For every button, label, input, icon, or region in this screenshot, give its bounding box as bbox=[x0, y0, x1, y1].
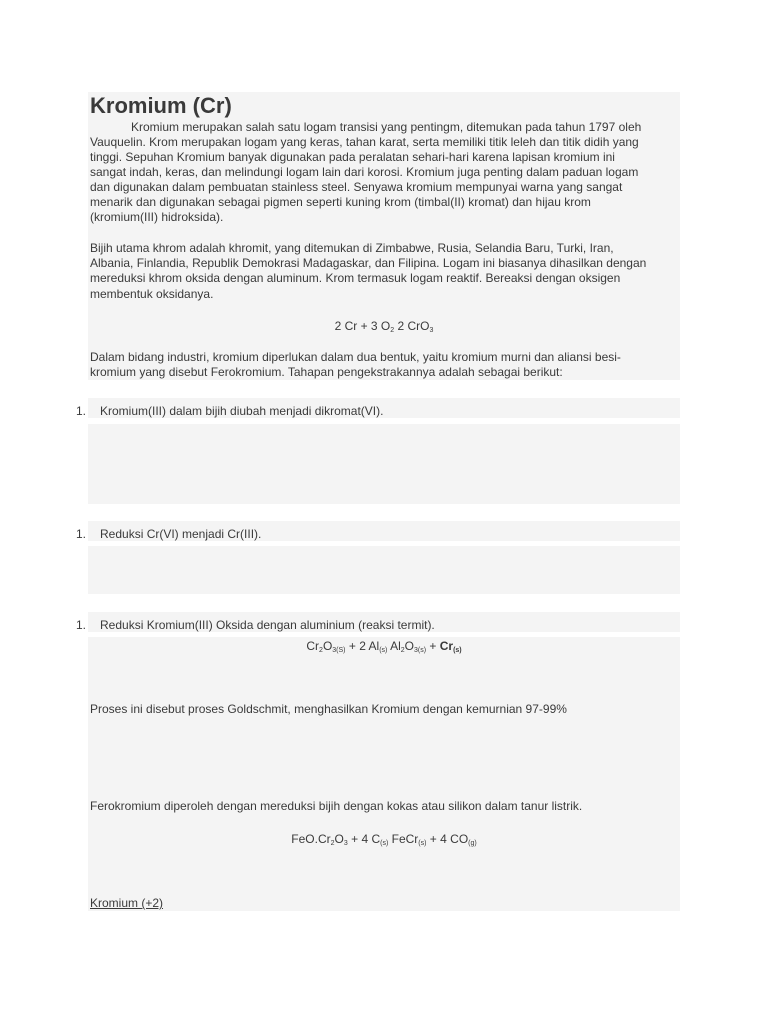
intro-line: sangat indah, keras, dan melindungi logam lain dari korosi. Kromium juga penting dalam paduan logam bbox=[90, 165, 639, 179]
ore-line: mereduksi khrom oksida dengan aluminum. Krom termasuk logam reaktif. Bereaksi dengan oksigen bbox=[90, 271, 621, 285]
intro-line: Kromium merupakan salah satu logam transisi yang pentingm, ditemukan pada tahun 1797 oleh bbox=[131, 120, 642, 134]
intro-line: Vauquelin. Krom merupakan logam yang keras, tahan karat, serta memiliki titik leleh dan titik didih yang bbox=[90, 135, 639, 149]
list-number: 1. bbox=[76, 618, 87, 632]
equation-oxidation: 2 Cr + 3 $O_2$ 2 CrO$_3$ bbox=[334, 319, 434, 334]
section-link-kromium-2[interactable]: Kromium (+2) bbox=[90, 896, 164, 910]
equation-ferrochrome: $FeO.Cr_2O_3 + 4$ $C_{(s)}$ FeCr$_{(s)}$ + 4 $CO_{(g)}$ bbox=[291, 832, 477, 847]
page-title: Kromium (Cr) bbox=[90, 93, 232, 118]
content-block-step2-body bbox=[88, 546, 680, 594]
list-item-step3: Reduksi Kromium(III) Oksida dengan aluminium (reaksi termit). bbox=[100, 618, 435, 632]
list-number: 1. bbox=[76, 527, 87, 541]
intro-line: tinggi. Sepuhan Kromium banyak digunakan pada peralatan sehari-hari karena lapisan kromium ini bbox=[90, 150, 615, 164]
content-block-step1-body bbox=[88, 424, 680, 504]
list-item-step1: Kromium(III) dalam bijih diubah menjadi dikromat(VI). bbox=[100, 404, 384, 418]
ferrochrome-text: Ferokromium diperoleh dengan mereduksi bijih dengan kokas atau silikon dalam tanur listrik. bbox=[90, 799, 583, 813]
equation-thermite: $Cr_2O_{3(S)} + 2$ $Al_{(s)}$ $Al_2O_{3(s)} + Cr_{(s)}$ bbox=[306, 639, 462, 654]
industry-line: kromium yang disebut Ferokromium. Tahapan pengekstrakannya adalah sebagai berikut: bbox=[90, 365, 563, 379]
ore-line: membentuk oksidanya. bbox=[90, 287, 214, 301]
content-block-step3-body bbox=[88, 637, 680, 911]
intro-line: (kromium(III) hidroksida). bbox=[90, 210, 224, 224]
ore-line: Bijih utama khrom adalah khromit, yang ditemukan di Zimbabwe, Rusia, Selandia Baru, Turki, Iran, bbox=[90, 241, 614, 255]
industry-line: Dalam bidang industri, kromium diperlukan dalam dua bentuk, yaitu kromium murni dan aliansi besi- bbox=[90, 350, 621, 364]
ore-line: Albania, Finlandia, Republik Demokrasi Madagaskar, dan Filipina. Logam ini biasanya dihasilkan dengan bbox=[90, 256, 647, 270]
list-number: 1. bbox=[76, 404, 87, 418]
intro-line: menarik dan digunakan sebagai pigmen seperti kuning krom (timbal(II) kromat) dan hijau krom bbox=[90, 195, 591, 209]
goldschmit-text: Proses ini disebut proses Goldschmit, menghasilkan Kromium dengan kemurnian 97-99% bbox=[90, 702, 567, 716]
list-item-step2: Reduksi Cr(VI) menjadi Cr(III). bbox=[100, 527, 262, 541]
intro-line: dan digunakan dalam pembuatan stainless steel. Senyawa kromium mempunyai warna yang sangat bbox=[90, 180, 623, 194]
